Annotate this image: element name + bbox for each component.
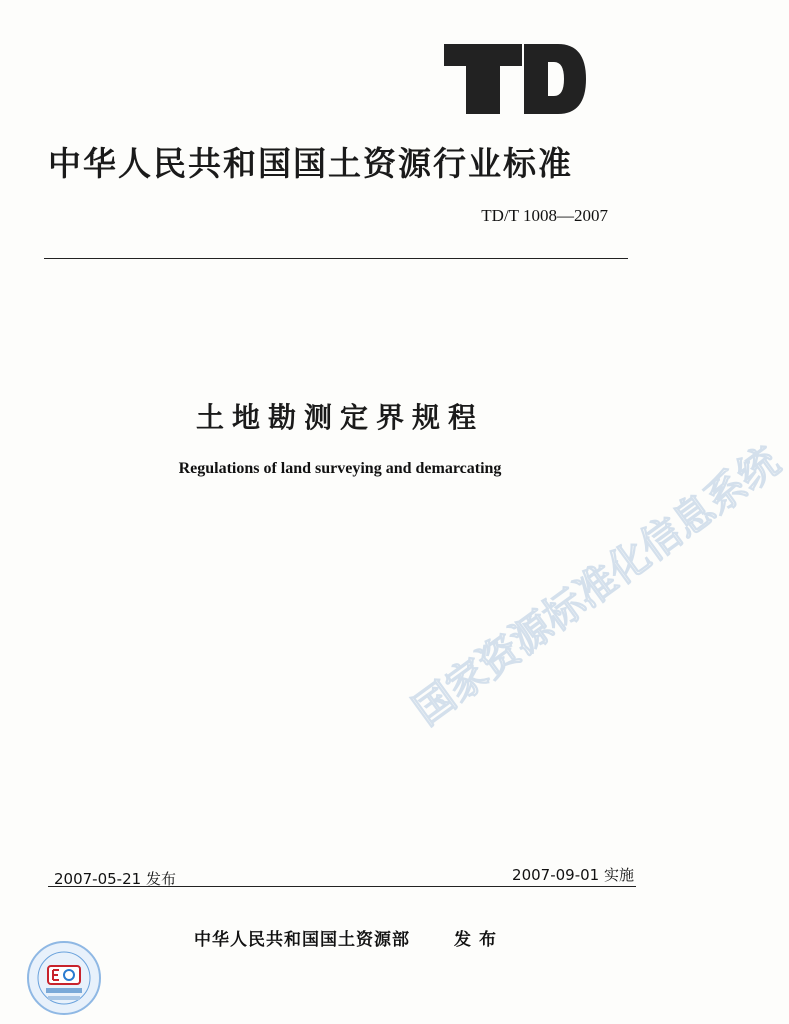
td-logo-icon	[440, 38, 590, 116]
certification-seal-icon	[26, 940, 102, 1016]
document-title-chinese: 土地勘测定界规程	[195, 401, 484, 434]
issue-date: 2007-05-21 发布	[54, 870, 176, 888]
watermark: 国家资源标准化信息系统	[405, 438, 789, 735]
document-title-english: Regulations of land surveying and demarcating	[178, 460, 502, 477]
standard-number: TD/T 1008—2007	[481, 206, 608, 225]
publish-label: 发布	[454, 930, 504, 950]
footer-divider	[48, 886, 636, 887]
header-divider	[44, 258, 628, 259]
td-logo	[440, 38, 590, 116]
org-title: 中华人民共和国国土资源行业标准	[48, 144, 573, 183]
effective-date: 2007-09-01 实施	[512, 866, 634, 884]
publisher-name: 中华人民共和国国土资源部	[194, 930, 410, 950]
